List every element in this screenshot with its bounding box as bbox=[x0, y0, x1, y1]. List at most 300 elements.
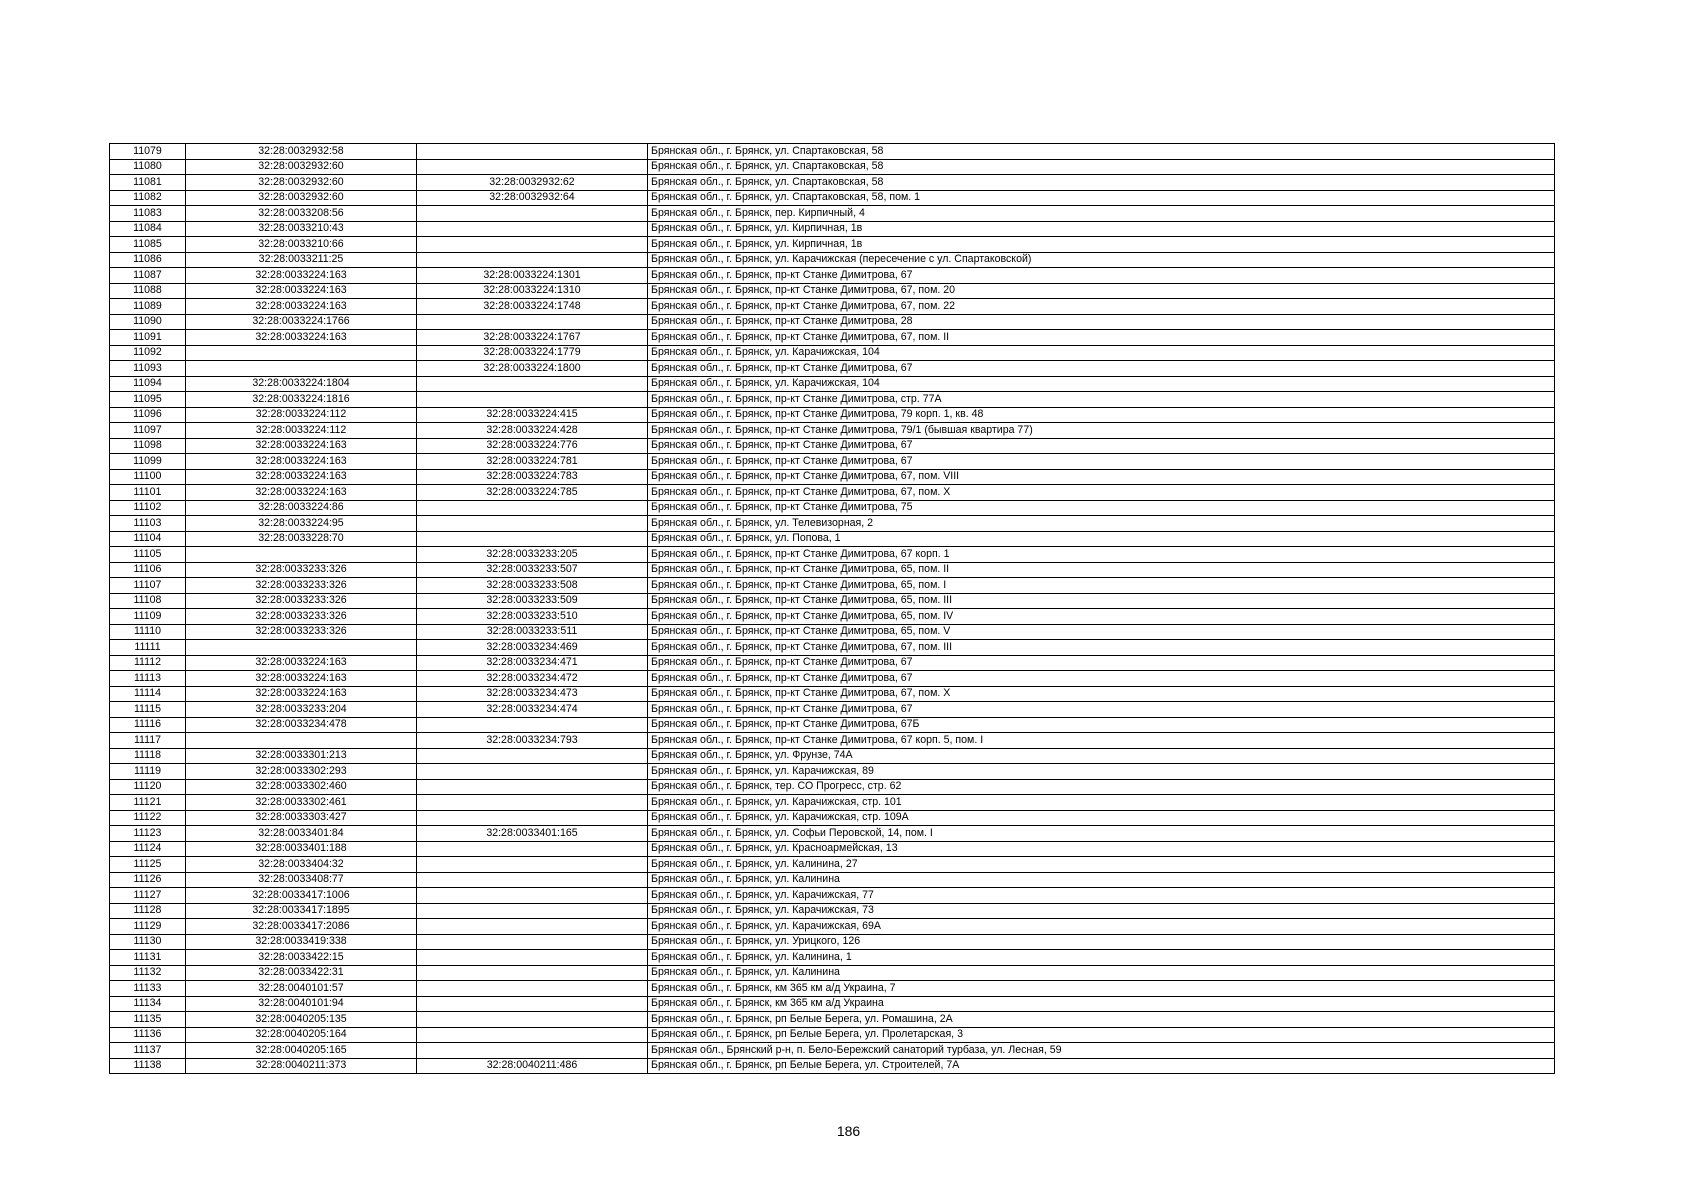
page-number: 186 bbox=[836, 1123, 861, 1139]
cadastral-number-cell: 32:28:0033224:112 bbox=[186, 423, 417, 439]
address-cell: Брянская обл., г. Брянск, ул. Красноармейская, 13 bbox=[648, 841, 1555, 857]
related-cadastral-number-cell: 32:28:0033224:1748 bbox=[417, 299, 648, 315]
related-cadastral-number-cell: 32:28:0033224:1767 bbox=[417, 330, 648, 346]
cadastral-number-cell: 32:28:0033422:31 bbox=[186, 965, 417, 981]
cadastral-number-cell: 32:28:0033224:163 bbox=[186, 268, 417, 284]
address-cell: Брянская обл., г. Брянск, ул. Калинина bbox=[648, 872, 1555, 888]
cadastral-number-cell: 32:28:0040211:373 bbox=[186, 1058, 417, 1074]
cadastral-number-cell bbox=[186, 345, 417, 361]
address-cell: Брянская обл., г. Брянск, ул. Карачижская, 77 bbox=[648, 888, 1555, 904]
row-number-cell: 11130 bbox=[110, 934, 186, 950]
table-row bbox=[110, 764, 1555, 780]
related-cadastral-number-cell bbox=[417, 764, 648, 780]
related-cadastral-number-cell: 32:28:0033233:507 bbox=[417, 562, 648, 578]
table-row bbox=[110, 438, 1555, 454]
address-cell: Брянская обл., г. Брянск, пр-кт Станке Димитрова, 67, пом. 22 bbox=[648, 299, 1555, 315]
table-row bbox=[110, 779, 1555, 795]
related-cadastral-number-cell bbox=[417, 795, 648, 811]
cadastral-number-cell: 32:28:0033302:461 bbox=[186, 795, 417, 811]
address-cell: Брянская обл., г. Брянск, пр-кт Станке Димитрова, 67 bbox=[648, 655, 1555, 671]
table-row bbox=[110, 686, 1555, 702]
cadastral-number-cell bbox=[186, 733, 417, 749]
address-cell: Брянская обл., г. Брянск, ул. Кирпичная, 1в bbox=[648, 221, 1555, 237]
table-row bbox=[110, 252, 1555, 268]
cadastral-number-cell: 32:28:0033224:163 bbox=[186, 485, 417, 501]
address-cell: Брянская обл., г. Брянск, пр-кт Станке Димитрова, 67Б bbox=[648, 717, 1555, 733]
address-cell: Брянская обл., г. Брянск, ул. Спартаковская, 58 bbox=[648, 159, 1555, 175]
table-row bbox=[110, 1012, 1555, 1028]
row-number-cell: 11137 bbox=[110, 1043, 186, 1059]
row-number-cell: 11136 bbox=[110, 1027, 186, 1043]
cadastral-number-cell bbox=[186, 547, 417, 563]
address-cell: Брянская обл., г. Брянск, пр-кт Станке Димитрова, 67 bbox=[648, 268, 1555, 284]
address-cell: Брянская обл., г. Брянск, ул. Карачижская, 104 bbox=[648, 376, 1555, 392]
row-number-cell: 11132 bbox=[110, 965, 186, 981]
table-row bbox=[110, 671, 1555, 687]
table-row bbox=[110, 547, 1555, 563]
related-cadastral-number-cell bbox=[417, 221, 648, 237]
cadastral-number-cell: 32:28:0033224:1804 bbox=[186, 376, 417, 392]
row-number-cell: 11107 bbox=[110, 578, 186, 594]
related-cadastral-number-cell bbox=[417, 531, 648, 547]
row-number-cell: 11105 bbox=[110, 547, 186, 563]
related-cadastral-number-cell: 32:28:0033224:785 bbox=[417, 485, 648, 501]
related-cadastral-number-cell bbox=[417, 779, 648, 795]
related-cadastral-number-cell bbox=[417, 934, 648, 950]
row-number-cell: 11096 bbox=[110, 407, 186, 423]
address-cell: Брянская обл., г. Брянск, пр-кт Станке Димитрова, 67, пом. VIII bbox=[648, 469, 1555, 485]
row-number-cell: 11092 bbox=[110, 345, 186, 361]
table-row bbox=[110, 810, 1555, 826]
cadastral-number-cell: 32:28:0033224:163 bbox=[186, 299, 417, 315]
related-cadastral-number-cell: 32:28:0032932:62 bbox=[417, 175, 648, 191]
cadastral-number-cell: 32:28:0033302:293 bbox=[186, 764, 417, 780]
table-row bbox=[110, 1027, 1555, 1043]
table-row bbox=[110, 376, 1555, 392]
row-number-cell: 11119 bbox=[110, 764, 186, 780]
cadastral-number-cell: 32:28:0040101:94 bbox=[186, 996, 417, 1012]
row-number-cell: 11083 bbox=[110, 206, 186, 222]
address-cell: Брянская обл., г. Брянск, пр-кт Станке Димитрова, 75 bbox=[648, 500, 1555, 516]
address-cell: Брянская обл., г. Брянск, ул. Спартаковская, 58, пом. 1 bbox=[648, 190, 1555, 206]
row-number-cell: 11120 bbox=[110, 779, 186, 795]
row-number-cell: 11104 bbox=[110, 531, 186, 547]
related-cadastral-number-cell: 32:28:0033234:471 bbox=[417, 655, 648, 671]
address-cell: Брянская обл., г. Брянск, пер. Кирпичный, 4 bbox=[648, 206, 1555, 222]
cadastral-number-cell: 32:28:0033224:163 bbox=[186, 438, 417, 454]
table-row bbox=[110, 593, 1555, 609]
cadastral-number-cell: 32:28:0040205:135 bbox=[186, 1012, 417, 1028]
cadastral-number-cell: 32:28:0033417:1895 bbox=[186, 903, 417, 919]
row-number-cell: 11079 bbox=[110, 144, 186, 160]
related-cadastral-number-cell: 32:28:0033233:509 bbox=[417, 593, 648, 609]
related-cadastral-number-cell: 32:28:0033233:510 bbox=[417, 609, 648, 625]
table-row bbox=[110, 500, 1555, 516]
table-row bbox=[110, 392, 1555, 408]
address-cell: Брянская обл., г. Брянск, пр-кт Станке Димитрова, 67 bbox=[648, 361, 1555, 377]
table-row bbox=[110, 423, 1555, 439]
cadastral-number-cell: 32:28:0033401:188 bbox=[186, 841, 417, 857]
address-cell: Брянская обл., г. Брянск, пр-кт Станке Димитрова, 67 корп. 1 bbox=[648, 547, 1555, 563]
address-cell: Брянская обл., г. Брянск, пр-кт Станке Димитрова, 67, пом. X bbox=[648, 485, 1555, 501]
related-cadastral-number-cell bbox=[417, 857, 648, 873]
row-number-cell: 11121 bbox=[110, 795, 186, 811]
address-cell: Брянская обл., г. Брянск, пр-кт Станке Димитрова, 67 bbox=[648, 702, 1555, 718]
row-number-cell: 11134 bbox=[110, 996, 186, 1012]
registry-table-body bbox=[110, 144, 1555, 1074]
address-cell: Брянская обл., г. Брянск, ул. Попова, 1 bbox=[648, 531, 1555, 547]
cadastral-number-cell: 32:28:0033224:1816 bbox=[186, 392, 417, 408]
table-row bbox=[110, 919, 1555, 935]
address-cell: Брянская обл., г. Брянск, пр-кт Станке Димитрова, 67, пом. II bbox=[648, 330, 1555, 346]
related-cadastral-number-cell: 32:28:0033234:474 bbox=[417, 702, 648, 718]
table-row bbox=[110, 996, 1555, 1012]
row-number-cell: 11098 bbox=[110, 438, 186, 454]
cadastral-number-cell: 32:28:0033224:163 bbox=[186, 655, 417, 671]
related-cadastral-number-cell bbox=[417, 748, 648, 764]
cadastral-number-cell: 32:28:0032932:60 bbox=[186, 190, 417, 206]
related-cadastral-number-cell bbox=[417, 919, 648, 935]
table-row bbox=[110, 934, 1555, 950]
address-cell: Брянская обл., г. Брянск, пр-кт Станке Димитрова, 65, пом. V bbox=[648, 624, 1555, 640]
cadastral-number-cell: 32:28:0033211:25 bbox=[186, 252, 417, 268]
address-cell: Брянская обл., г. Брянск, рп Белые Берега, ул. Строителей, 7А bbox=[648, 1058, 1555, 1074]
table-row bbox=[110, 237, 1555, 253]
related-cadastral-number-cell: 32:28:0033224:783 bbox=[417, 469, 648, 485]
row-number-cell: 11127 bbox=[110, 888, 186, 904]
row-number-cell: 11091 bbox=[110, 330, 186, 346]
address-cell: Брянская обл., г. Брянск, пр-кт Станке Димитрова, 67 bbox=[648, 454, 1555, 470]
related-cadastral-number-cell: 32:28:0033233:511 bbox=[417, 624, 648, 640]
related-cadastral-number-cell bbox=[417, 314, 648, 330]
cadastral-number-cell: 32:28:0033224:1766 bbox=[186, 314, 417, 330]
row-number-cell: 11112 bbox=[110, 655, 186, 671]
address-cell: Брянская обл., г. Брянск, ул. Карачижская, стр. 101 bbox=[648, 795, 1555, 811]
table-row bbox=[110, 965, 1555, 981]
row-number-cell: 11108 bbox=[110, 593, 186, 609]
table-row bbox=[110, 950, 1555, 966]
cadastral-number-cell: 32:28:0033224:163 bbox=[186, 686, 417, 702]
row-number-cell: 11133 bbox=[110, 981, 186, 997]
address-cell: Брянская обл., г. Брянск, пр-кт Станке Димитрова, 67 bbox=[648, 438, 1555, 454]
cadastral-number-cell: 32:28:0033303:427 bbox=[186, 810, 417, 826]
address-cell: Брянская обл., г. Брянск, ул. Карачижская, стр. 109А bbox=[648, 810, 1555, 826]
table-row bbox=[110, 175, 1555, 191]
related-cadastral-number-cell: 32:28:0033234:472 bbox=[417, 671, 648, 687]
cadastral-number-cell: 32:28:0032932:60 bbox=[186, 175, 417, 191]
address-cell: Брянская обл., г. Брянск, ул. Урицкого, 126 bbox=[648, 934, 1555, 950]
related-cadastral-number-cell: 32:28:0033224:1301 bbox=[417, 268, 648, 284]
cadastral-number-cell: 32:28:0033301:213 bbox=[186, 748, 417, 764]
table-row bbox=[110, 144, 1555, 160]
table-row bbox=[110, 795, 1555, 811]
related-cadastral-number-cell: 32:28:0033234:473 bbox=[417, 686, 648, 702]
related-cadastral-number-cell bbox=[417, 159, 648, 175]
cadastral-number-cell: 32:28:0033224:163 bbox=[186, 330, 417, 346]
row-number-cell: 11081 bbox=[110, 175, 186, 191]
table-row bbox=[110, 748, 1555, 764]
cadastral-number-cell: 32:28:0033302:460 bbox=[186, 779, 417, 795]
cadastral-number-cell: 32:28:0033233:326 bbox=[186, 609, 417, 625]
row-number-cell: 11122 bbox=[110, 810, 186, 826]
row-number-cell: 11111 bbox=[110, 640, 186, 656]
table-row bbox=[110, 655, 1555, 671]
table-row bbox=[110, 206, 1555, 222]
row-number-cell: 11116 bbox=[110, 717, 186, 733]
address-cell: Брянская обл., г. Брянск, ул. Калинина, 1 bbox=[648, 950, 1555, 966]
row-number-cell: 11084 bbox=[110, 221, 186, 237]
address-cell: Брянская обл., г. Брянск, пр-кт Станке Димитрова, 79/1 (бывшая квартира 77) bbox=[648, 423, 1555, 439]
cadastral-number-cell: 32:28:0032932:60 bbox=[186, 159, 417, 175]
related-cadastral-number-cell: 32:28:0033233:508 bbox=[417, 578, 648, 594]
related-cadastral-number-cell: 32:28:0033224:1310 bbox=[417, 283, 648, 299]
table-row bbox=[110, 407, 1555, 423]
related-cadastral-number-cell bbox=[417, 903, 648, 919]
related-cadastral-number-cell bbox=[417, 500, 648, 516]
table-row bbox=[110, 903, 1555, 919]
address-cell: Брянская обл., г. Брянск, пр-кт Станке Димитрова, 28 bbox=[648, 314, 1555, 330]
related-cadastral-number-cell: 32:28:0033224:415 bbox=[417, 407, 648, 423]
address-cell: Брянская обл., г. Брянск, пр-кт Станке Димитрова, 67 корп. 5, пом. I bbox=[648, 733, 1555, 749]
cadastral-number-cell: 32:28:0033422:15 bbox=[186, 950, 417, 966]
address-cell: Брянская обл., г. Брянск, пр-кт Станке Димитрова, 67 bbox=[648, 671, 1555, 687]
address-cell: Брянская обл., г. Брянск, пр-кт Станке Димитрова, 65, пом. IV bbox=[648, 609, 1555, 625]
related-cadastral-number-cell bbox=[417, 237, 648, 253]
related-cadastral-number-cell bbox=[417, 1012, 648, 1028]
address-cell: Брянская обл., г. Брянск, пр-кт Станке Димитрова, 65, пом. I bbox=[648, 578, 1555, 594]
related-cadastral-number-cell: 32:28:0033401:165 bbox=[417, 826, 648, 842]
cadastral-number-cell: 32:28:0033228:70 bbox=[186, 531, 417, 547]
row-number-cell: 11102 bbox=[110, 500, 186, 516]
address-cell: Брянская обл., г. Брянск, ул. Карачижская, 89 bbox=[648, 764, 1555, 780]
cadastral-number-cell: 32:28:0033233:204 bbox=[186, 702, 417, 718]
related-cadastral-number-cell bbox=[417, 996, 648, 1012]
related-cadastral-number-cell: 32:28:0040211:486 bbox=[417, 1058, 648, 1074]
row-number-cell: 11110 bbox=[110, 624, 186, 640]
row-number-cell: 11090 bbox=[110, 314, 186, 330]
address-cell: Брянская обл., г. Брянск, пр-кт Станке Димитрова, 79 корп. 1, кв. 48 bbox=[648, 407, 1555, 423]
registry-table bbox=[109, 143, 1555, 1074]
row-number-cell: 11118 bbox=[110, 748, 186, 764]
address-cell: Брянская обл., г. Брянск, ул. Карачижская (пересечение с ул. Спартаковской) bbox=[648, 252, 1555, 268]
cadastral-number-cell: 32:28:0033401:84 bbox=[186, 826, 417, 842]
cadastral-number-cell: 32:28:0040101:57 bbox=[186, 981, 417, 997]
row-number-cell: 11100 bbox=[110, 469, 186, 485]
table-row bbox=[110, 531, 1555, 547]
address-cell: Брянская обл., г. Брянск, ул. Телевизорная, 2 bbox=[648, 516, 1555, 532]
address-cell: Брянская обл., г. Брянск, ул. Спартаковская, 58 bbox=[648, 144, 1555, 160]
address-cell: Брянская обл., г. Брянск, ул. Фрунзе, 74А bbox=[648, 748, 1555, 764]
address-cell: Брянская обл., г. Брянск, ул. Спартаковская, 58 bbox=[648, 175, 1555, 191]
related-cadastral-number-cell bbox=[417, 1043, 648, 1059]
cadastral-number-cell: 32:28:0033210:66 bbox=[186, 237, 417, 253]
row-number-cell: 11138 bbox=[110, 1058, 186, 1074]
related-cadastral-number-cell bbox=[417, 872, 648, 888]
table-row bbox=[110, 733, 1555, 749]
row-number-cell: 11088 bbox=[110, 283, 186, 299]
table-row bbox=[110, 516, 1555, 532]
cadastral-number-cell: 32:28:0033234:478 bbox=[186, 717, 417, 733]
table-row bbox=[110, 361, 1555, 377]
table-row bbox=[110, 841, 1555, 857]
row-number-cell: 11080 bbox=[110, 159, 186, 175]
cadastral-number-cell bbox=[186, 640, 417, 656]
table-row bbox=[110, 283, 1555, 299]
cadastral-number-cell: 32:28:0033419:338 bbox=[186, 934, 417, 950]
cadastral-number-cell bbox=[186, 361, 417, 377]
table-row bbox=[110, 888, 1555, 904]
address-cell: Брянская обл., Брянский р-н, п. Бело-Бережский санаторий турбаза, ул. Лесная, 59 bbox=[648, 1043, 1555, 1059]
cadastral-number-cell: 32:28:0033233:326 bbox=[186, 624, 417, 640]
related-cadastral-number-cell bbox=[417, 392, 648, 408]
address-cell: Брянская обл., г. Брянск, пр-кт Станке Димитрова, 67, пом. III bbox=[648, 640, 1555, 656]
related-cadastral-number-cell: 32:28:0033233:205 bbox=[417, 547, 648, 563]
related-cadastral-number-cell: 32:28:0033234:469 bbox=[417, 640, 648, 656]
address-cell: Брянская обл., г. Брянск, км 365 км а/д Украина, 7 bbox=[648, 981, 1555, 997]
row-number-cell: 11095 bbox=[110, 392, 186, 408]
row-number-cell: 11124 bbox=[110, 841, 186, 857]
cadastral-number-cell: 32:28:0033224:86 bbox=[186, 500, 417, 516]
row-number-cell: 11131 bbox=[110, 950, 186, 966]
row-number-cell: 11086 bbox=[110, 252, 186, 268]
table-row bbox=[110, 1043, 1555, 1059]
cadastral-number-cell: 32:28:0040205:165 bbox=[186, 1043, 417, 1059]
table-row bbox=[110, 640, 1555, 656]
table-row bbox=[110, 485, 1555, 501]
cadastral-number-cell: 32:28:0033233:326 bbox=[186, 578, 417, 594]
cadastral-number-cell: 32:28:0033208:56 bbox=[186, 206, 417, 222]
address-cell: Брянская обл., г. Брянск, ул. Калинина, 27 bbox=[648, 857, 1555, 873]
table-row bbox=[110, 857, 1555, 873]
cadastral-number-cell: 32:28:0033408:77 bbox=[186, 872, 417, 888]
row-number-cell: 11099 bbox=[110, 454, 186, 470]
address-cell: Брянская обл., г. Брянск, ул. Софьи Перовской, 14, пом. I bbox=[648, 826, 1555, 842]
related-cadastral-number-cell bbox=[417, 516, 648, 532]
related-cadastral-number-cell bbox=[417, 144, 648, 160]
cadastral-number-cell: 32:28:0033417:2086 bbox=[186, 919, 417, 935]
row-number-cell: 11117 bbox=[110, 733, 186, 749]
related-cadastral-number-cell bbox=[417, 888, 648, 904]
cadastral-number-cell: 32:28:0033224:112 bbox=[186, 407, 417, 423]
table-row bbox=[110, 609, 1555, 625]
related-cadastral-number-cell bbox=[417, 376, 648, 392]
address-cell: Брянская обл., г. Брянск, тер. СО Прогресс, стр. 62 bbox=[648, 779, 1555, 795]
table-row bbox=[110, 159, 1555, 175]
row-number-cell: 11128 bbox=[110, 903, 186, 919]
address-cell: Брянская обл., г. Брянск, ул. Карачижская, 104 bbox=[648, 345, 1555, 361]
cadastral-number-cell: 32:28:0033210:43 bbox=[186, 221, 417, 237]
row-number-cell: 11097 bbox=[110, 423, 186, 439]
related-cadastral-number-cell bbox=[417, 1027, 648, 1043]
cadastral-number-cell: 32:28:0033404:32 bbox=[186, 857, 417, 873]
address-cell: Брянская обл., г. Брянск, рп Белые Берега, ул. Ромашина, 2А bbox=[648, 1012, 1555, 1028]
address-cell: Брянская обл., г. Брянск, пр-кт Станке Димитрова, 67, пом. 20 bbox=[648, 283, 1555, 299]
table-row bbox=[110, 578, 1555, 594]
row-number-cell: 11113 bbox=[110, 671, 186, 687]
related-cadastral-number-cell bbox=[417, 950, 648, 966]
address-cell: Брянская обл., г. Брянск, ул. Карачижская, 73 bbox=[648, 903, 1555, 919]
table-row bbox=[110, 717, 1555, 733]
row-number-cell: 11094 bbox=[110, 376, 186, 392]
related-cadastral-number-cell: 32:28:0033224:1800 bbox=[417, 361, 648, 377]
table-row bbox=[110, 872, 1555, 888]
row-number-cell: 11101 bbox=[110, 485, 186, 501]
row-number-cell: 11135 bbox=[110, 1012, 186, 1028]
related-cadastral-number-cell bbox=[417, 981, 648, 997]
table-row bbox=[110, 981, 1555, 997]
related-cadastral-number-cell: 32:28:0033224:776 bbox=[417, 438, 648, 454]
related-cadastral-number-cell bbox=[417, 206, 648, 222]
related-cadastral-number-cell bbox=[417, 252, 648, 268]
table-row bbox=[110, 702, 1555, 718]
table-row bbox=[110, 314, 1555, 330]
row-number-cell: 11114 bbox=[110, 686, 186, 702]
cadastral-number-cell: 32:28:0033224:163 bbox=[186, 283, 417, 299]
table-row bbox=[110, 190, 1555, 206]
table-row bbox=[110, 1058, 1555, 1074]
row-number-cell: 11106 bbox=[110, 562, 186, 578]
address-cell: Брянская обл., г. Брянск, пр-кт Станке Димитрова, 65, пом. II bbox=[648, 562, 1555, 578]
cadastral-number-cell: 32:28:0033224:163 bbox=[186, 671, 417, 687]
address-cell: Брянская обл., г. Брянск, ул. Калинина bbox=[648, 965, 1555, 981]
table-row bbox=[110, 221, 1555, 237]
address-cell: Брянская обл., г. Брянск, пр-кт Станке Димитрова, 67, пом. X bbox=[648, 686, 1555, 702]
row-number-cell: 11115 bbox=[110, 702, 186, 718]
table-row bbox=[110, 624, 1555, 640]
cadastral-number-cell: 32:28:0033224:163 bbox=[186, 454, 417, 470]
related-cadastral-number-cell bbox=[417, 965, 648, 981]
row-number-cell: 11093 bbox=[110, 361, 186, 377]
address-cell: Брянская обл., г. Брянск, рп Белые Берега, ул. Пролетарская, 3 bbox=[648, 1027, 1555, 1043]
cadastral-number-cell: 32:28:0033233:326 bbox=[186, 562, 417, 578]
cadastral-number-cell: 32:28:0033224:95 bbox=[186, 516, 417, 532]
row-number-cell: 11126 bbox=[110, 872, 186, 888]
address-cell: Брянская обл., г. Брянск, пр-кт Станке Димитрова, стр. 77А bbox=[648, 392, 1555, 408]
related-cadastral-number-cell: 32:28:0033224:781 bbox=[417, 454, 648, 470]
related-cadastral-number-cell: 32:28:0032932:64 bbox=[417, 190, 648, 206]
row-number-cell: 11087 bbox=[110, 268, 186, 284]
related-cadastral-number-cell bbox=[417, 810, 648, 826]
row-number-cell: 11089 bbox=[110, 299, 186, 315]
table-row bbox=[110, 562, 1555, 578]
row-number-cell: 11125 bbox=[110, 857, 186, 873]
row-number-cell: 11085 bbox=[110, 237, 186, 253]
row-number-cell: 11103 bbox=[110, 516, 186, 532]
table-row bbox=[110, 469, 1555, 485]
table-row bbox=[110, 268, 1555, 284]
table-row bbox=[110, 454, 1555, 470]
related-cadastral-number-cell: 32:28:0033224:1779 bbox=[417, 345, 648, 361]
address-cell: Брянская обл., г. Брянск, км 365 км а/д Украина bbox=[648, 996, 1555, 1012]
address-cell: Брянская обл., г. Брянск, ул. Кирпичная, 1в bbox=[648, 237, 1555, 253]
table-row bbox=[110, 330, 1555, 346]
related-cadastral-number-cell bbox=[417, 841, 648, 857]
row-number-cell: 11123 bbox=[110, 826, 186, 842]
related-cadastral-number-cell bbox=[417, 717, 648, 733]
row-number-cell: 11109 bbox=[110, 609, 186, 625]
cadastral-number-cell: 32:28:0033224:163 bbox=[186, 469, 417, 485]
address-cell: Брянская обл., г. Брянск, пр-кт Станке Димитрова, 65, пом. III bbox=[648, 593, 1555, 609]
table-row bbox=[110, 826, 1555, 842]
cadastral-number-cell: 32:28:0040205:164 bbox=[186, 1027, 417, 1043]
table-row bbox=[110, 345, 1555, 361]
address-cell: Брянская обл., г. Брянск, ул. Карачижская, 69А bbox=[648, 919, 1555, 935]
related-cadastral-number-cell: 32:28:0033224:428 bbox=[417, 423, 648, 439]
cadastral-number-cell: 32:28:0033233:326 bbox=[186, 593, 417, 609]
cadastral-number-cell: 32:28:0032932:58 bbox=[186, 144, 417, 160]
row-number-cell: 11082 bbox=[110, 190, 186, 206]
table-row bbox=[110, 299, 1555, 315]
